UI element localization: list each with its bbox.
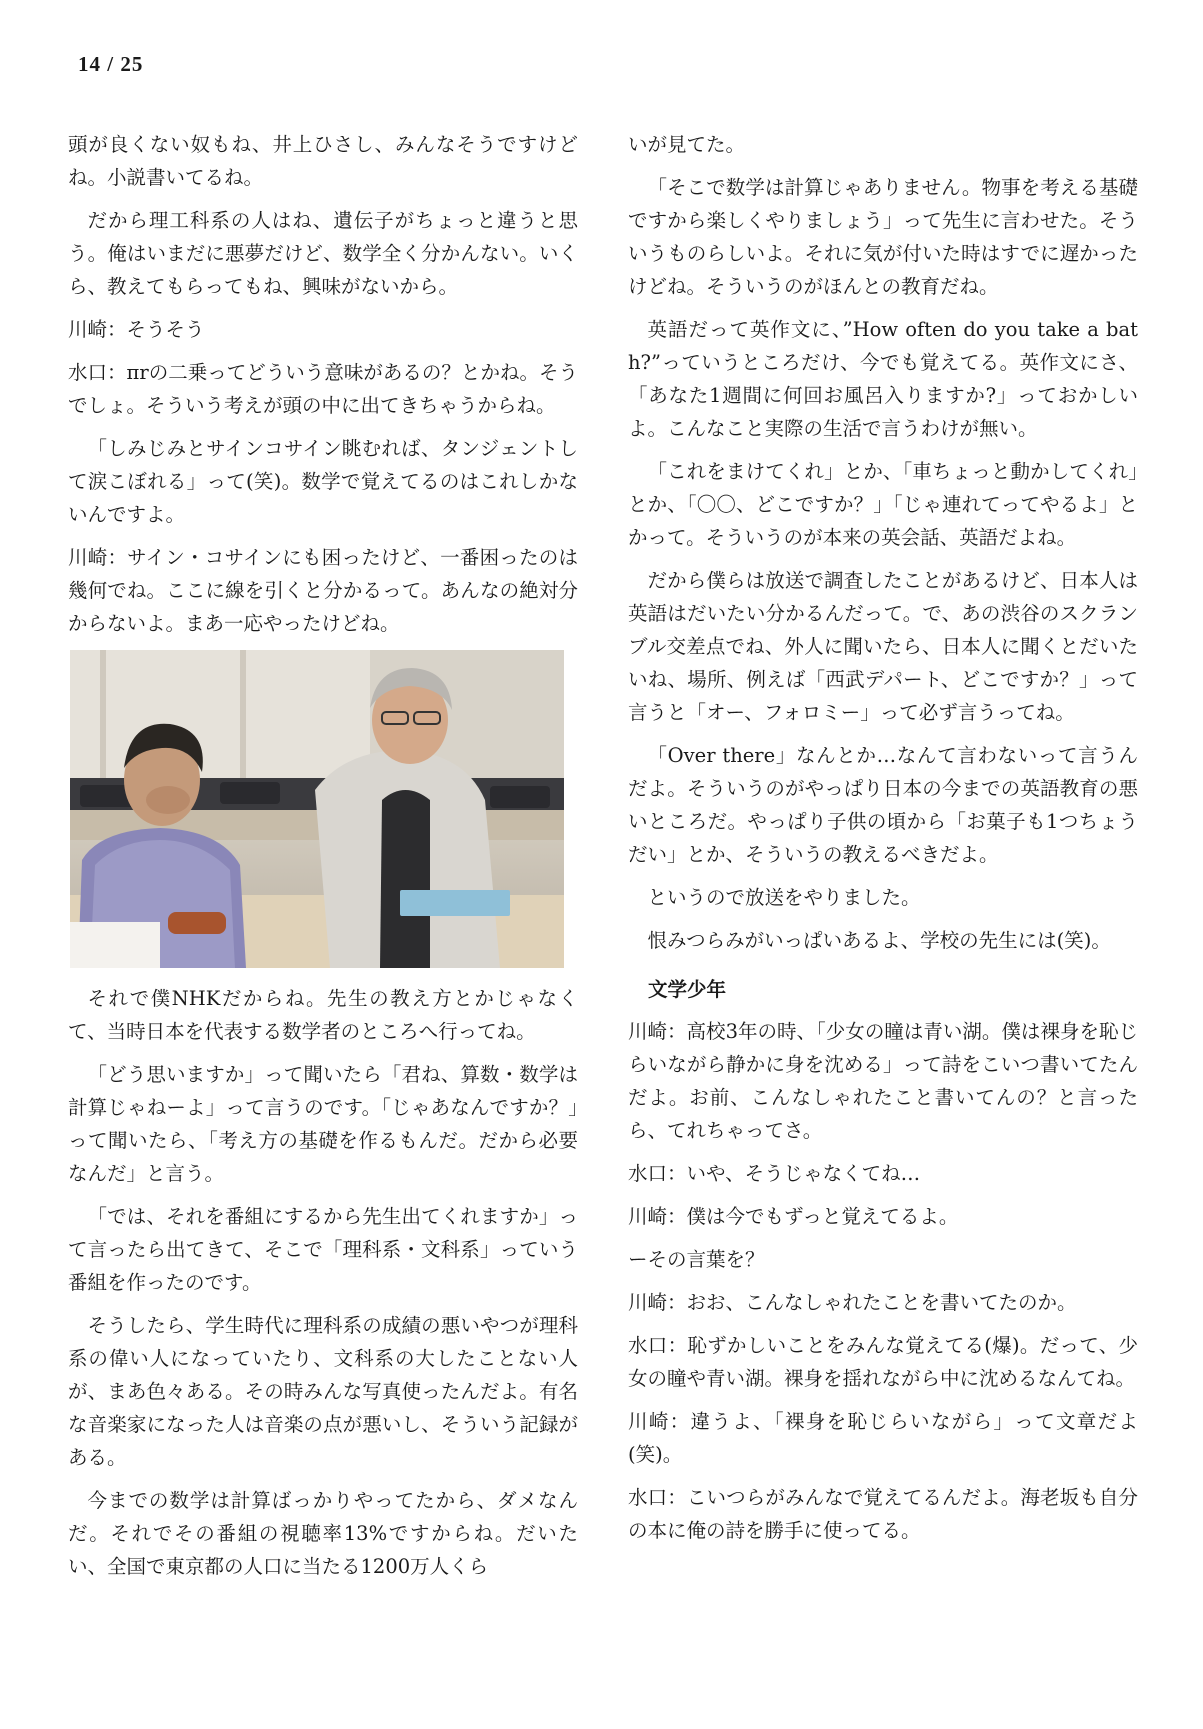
paragraph: 川崎：そうそう [68,318,205,341]
paragraph: 川崎：おお、こんなしゃれたことを書いてたのか。 [628,1291,1077,1314]
paragraph: ーその言葉を？ [628,1248,765,1271]
paragraph: 「どう思いますか」って聞いたら「君ね、算数・数学は計算じゃねーよ」って言うのです。「じゃあなんですか？」って聞いたら、「考え方の基礎を作るもんだ。だから必要なんだ」と言う。 [68,1063,578,1185]
left-column [68,128,578,1593]
section-heading: 文学少年 [648,978,727,1001]
photo-illustration [70,650,564,968]
paragraph: 今までの数学は計算ばっかりやってたから、ダメなんだ。それでその番組の視聴率13%ですからね。だいたい、全国で東京都の人口に当たる1200万人くら [68,1489,578,1578]
paragraph: 水口：πrの二乗ってどういう意味があるの？とかね。そうでしょ。そういう考えが頭の中に出てきちゃうからね。 [68,361,578,417]
paragraph: 水口：いや、そうじゃなくてね… [628,1162,921,1185]
paragraph: というので放送をやりました。 [647,886,921,909]
paragraph: 川崎：サイン・コサインにも困ったけど、一番困ったのは幾何でね。ここに線を引くと分かるって。あんなの絶対分からないよ。まあ一応やったけどね。 [68,546,578,635]
paragraph: 水口：こいつらがみんなで覚えてるんだよ。海老坂も自分の本に俺の詩を勝手に使ってる。 [628,1486,1138,1542]
paragraph: それで僕NHKだからね。先生の教え方とかじゃなくて、当時日本を代表する数学者のところへ行ってね。 [68,987,578,1043]
paragraph: そうしたら、学生時代に理科系の成績の悪いやつが理科系の偉い人になっていたり、文科系の大したことない人が、まあ色々ある。その時みんな写真使ったんだよ。有名な音楽家になった人は音楽の点が悪いし、そういう記録がある。 [68,1314,578,1469]
paragraph: 「これをまけてくれ」とか、「車ちょっと動かしてくれ」とか、「〇〇、どこですか？」「じゃ連れてってやるよ」とかって。そういうのが本来の英会話、英語だよね。 [628,460,1138,549]
paragraph: 恨みつらみがいっぱいあるよ、学校の先生には(笑)。 [647,929,1111,952]
paragraph: 「では、それを番組にするから先生出てくれますか」って言ったら出てきて、そこで「理科系・文科系」っていう番組を作ったのです。 [68,1205,578,1294]
paragraph: だから僕らは放送で調査したことがあるけど、日本人は英語はだいたい分かるんだって。で、あの渋谷のスクランブル交差点でね、外人に聞いたら、日本人に聞くとだいたいね、場所、例えば「西武デパート、どこですか？」って言うと「オー、フォロミー」って必ず言うってね。 [628,569,1138,724]
paragraph: いが見てた。 [628,133,746,156]
right-column [628,128,1138,1557]
page-number: 14 / 25 [78,52,144,76]
paragraph: 川崎：高校3年の時、「少女の瞳は青い湖。僕は裸身を恥じらいながら静かに身を沈める」って詩をこいつ書いてたんだよ。お前、こんなしゃれたこと書いてんの？と言ったら、てれちゃってさ。 [628,1020,1138,1142]
paragraph: 川崎：僕は今でもずっと覚えてるよ。 [628,1205,959,1228]
paragraph: だから理工科系の人はね、遺伝子がちょっと違うと思う。俺はいまだに悪夢だけど、数学全く分かんない。いくら、教えてもらってもね、興味がないから。 [68,209,578,298]
paragraph: 頭が良くない奴もね、井上ひさし、みんなそうですけどね。小説書いてるね。 [68,133,578,189]
paragraph: 「そこで数学は計算じゃありません。物事を考える基礎ですから楽しくやりましょう」って先生に言わせた。そういうものらしいよ。それに気が付いた時はすでに遅かったけどね。そういうのがほんとの教育だね。 [628,176,1138,298]
paragraph: 「Over there」なんとか…なんて言わないって言うんだよ。そういうのがやっぱり日本の今までの英語教育の悪いところだ。やっぱり子供の頃から「お菓子も1つちょうだい」とか、そういうの教えるべきだよ。 [628,744,1138,866]
paragraph: 川崎：違うよ、「裸身を恥じらいながら」って文章だよ(笑)。 [628,1410,1138,1466]
interview-photo [70,650,564,968]
paragraph: 「しみじみとサインコサイン眺むれば、タンジェントして涙こぼれる」って(笑)。数学で覚えてるのはこれしかないんですよ。 [68,437,578,526]
paragraph: 英語だって英作文に、”How often do you take a bath?”っていうところだけ、今でも覚えてる。英作文にさ、「あなた1週間に何回お風呂入りますか?」っておかしいよ。こんなこと実際の生活で言うわけが無い。 [628,318,1138,440]
paragraph: 水口：恥ずかしいことをみんな覚えてる(爆)。だって、少女の瞳や青い湖。裸身を揺れながら中に沈めるなんてね。 [628,1334,1138,1390]
